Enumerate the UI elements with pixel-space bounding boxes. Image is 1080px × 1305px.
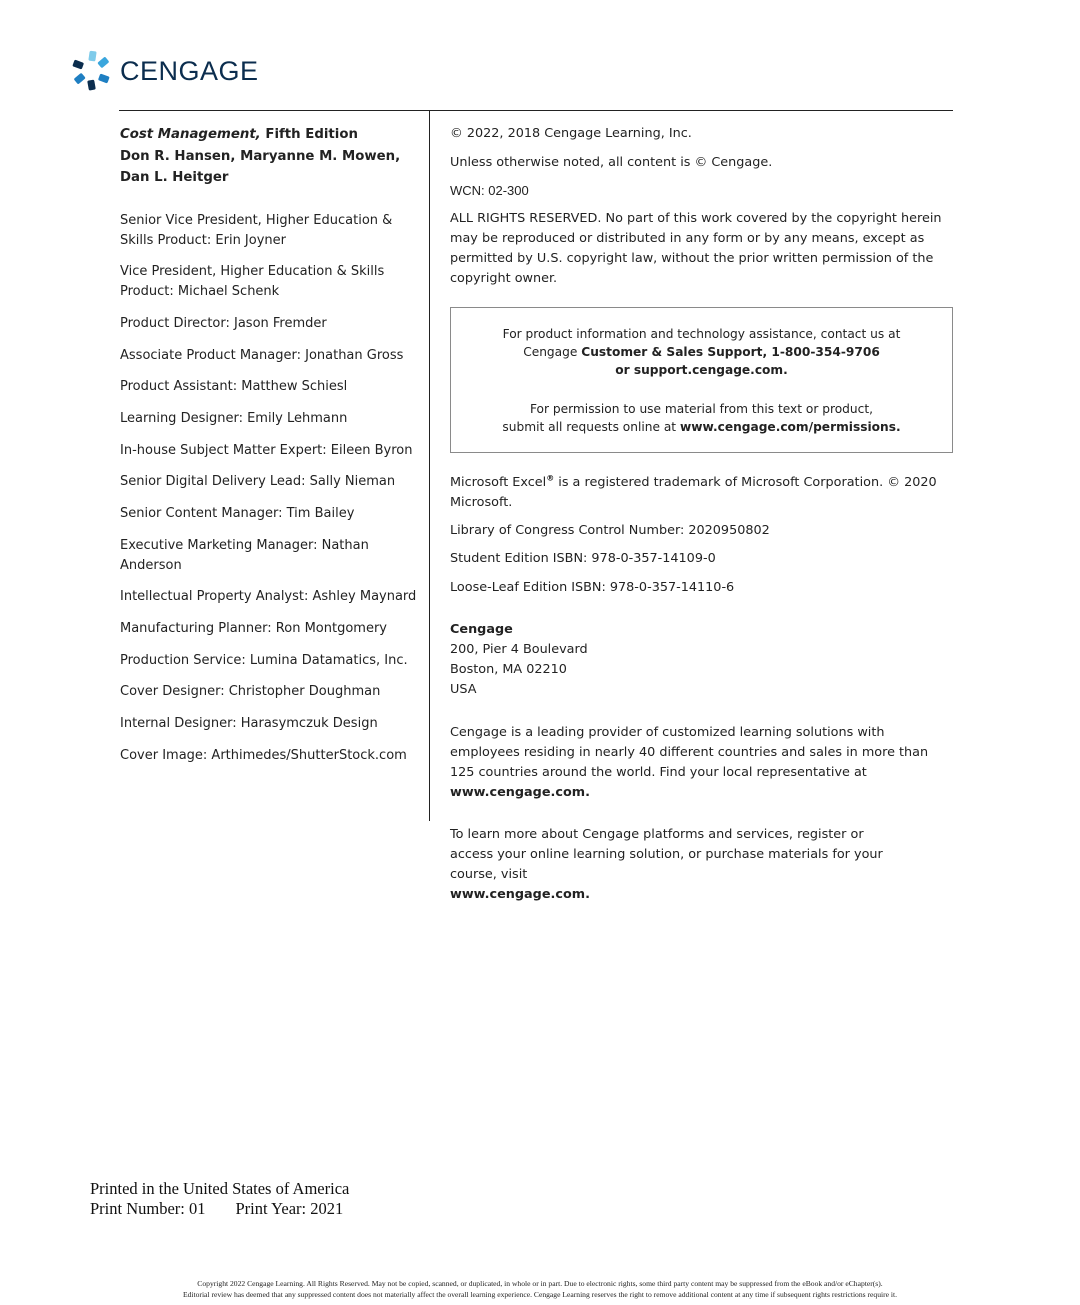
contact-line2 [451, 343, 952, 361]
about-cengage [450, 723, 945, 803]
credit-item: Intellectual Property Analyst: Ashley Maynard [120, 589, 417, 605]
book-authors-line1: Don R. Hansen, Maryanne M. Mowen, [120, 148, 401, 164]
book-title-line [120, 124, 420, 146]
copyright-years: © 2022, 2018 Cengage Learning, Inc. [450, 126, 692, 141]
top-rule [119, 110, 953, 111]
copyright-column [450, 124, 955, 905]
print-year: Print Year: 2021 [235, 1199, 344, 1218]
cengage-site-link[interactable]: www.cengage.com. [450, 887, 590, 902]
print-number: Print Number: 01 [90, 1199, 206, 1218]
rights-reserved: ALL RIGHTS RESERVED. No part of this work covered by the copyright herein may be reproduced or distributed in any form or by any means, except as permitted by U.S. copyright law, without the prior written permission of the copyright owner. [450, 211, 942, 286]
credit-item: Internal Designer: Harasymczuk Design [120, 716, 378, 732]
copyright-content-note: Unless otherwise noted, all content is © Cengage. [450, 155, 773, 170]
trademark-prefix: Microsoft Excel [450, 475, 547, 490]
permission-line2-prefix: submit all requests online at [502, 420, 680, 434]
legal-line1: Copyright 2022 Cengage Learning. All Rights Reserved. May not be copied, scanned, or duplicated, in whole or in part. Due to electronic rights, some third party content may be suppressed from the eBook and/or eChapter(s). [197, 1279, 883, 1288]
learn-more [450, 825, 910, 905]
address-country: USA [450, 682, 477, 697]
contact-line2-prefix: Cengage [523, 345, 582, 359]
trademark-notice [450, 473, 955, 513]
about-text: Cengage is a leading provider of customized learning solutions with employees residing in nearly 40 different countries and sales in more than 125 countries around the world. Find your local representative at [450, 725, 929, 780]
credit-item: Production Service: Lumina Datamatics, Inc. [120, 652, 408, 668]
book-title: Cost Management, [120, 127, 261, 142]
credit-item: Executive Marketing Manager: Nathan Anderson [120, 537, 369, 573]
looseleaf-isbn: Loose-Leaf Edition ISBN: 978-0-357-14110-6 [450, 580, 735, 595]
support-phone-link[interactable]: Customer & Sales Support, 1-800-354-9706 [581, 345, 880, 359]
contact-spacer [451, 379, 952, 400]
learn-more-text: To learn more about Cengage platforms and services, register or access your online learning solution, or purchase materials for your course, visit [450, 827, 883, 882]
registered-mark: ® [546, 473, 555, 483]
permission-line2 [451, 418, 952, 436]
cengage-logo-mark-icon [72, 50, 114, 92]
credits-column [120, 124, 420, 778]
trademark-suffix: is a registered trademark of Microsoft Corporation. © 2020 Microsoft. [450, 475, 937, 510]
credit-item: In-house Subject Matter Expert: Eileen Byron [120, 442, 413, 458]
printed-country: Printed in the United States of America [90, 1179, 350, 1198]
credit-item: Senior Content Manager: Tim Bailey [120, 506, 355, 521]
book-info [120, 124, 420, 189]
print-info [90, 1179, 349, 1219]
credit-item: Associate Product Manager: Jonathan Gross [120, 347, 404, 363]
permissions-link[interactable]: www.cengage.com/permissions. [679, 420, 901, 434]
book-edition: Fifth Edition [260, 127, 358, 142]
credit-item: Product Director: Jason Fremder [120, 315, 327, 331]
contact-box [450, 307, 953, 453]
credit-item: Cover Image: Arthimedes/ShutterStock.com [120, 747, 407, 763]
legal-footer [60, 1278, 1020, 1300]
local-rep-link[interactable]: www.cengage.com. [450, 785, 590, 800]
support-site-link[interactable]: or support.cengage.com. [615, 363, 788, 377]
publisher-name: Cengage [450, 622, 513, 637]
credit-item: Manufacturing Planner: Ron Montgomery [120, 621, 387, 637]
print-number-line [90, 1199, 349, 1219]
credit-item: Product Assistant: Matthew Schiesl [120, 379, 348, 395]
credit-item: Vice President, Higher Education & Skills Product: Michael Schenk [120, 264, 385, 300]
address-street: 200, Pier 4 Boulevard [450, 642, 588, 657]
book-authors-line2: Dan L. Heitger [120, 170, 229, 185]
student-isbn: Student Edition ISBN: 978-0-357-14109-0 [450, 551, 716, 566]
legal-line2: Editorial review has deemed that any suppressed content does not materially affect the overall learning experience. Cengage Learning reserves the right to remove additional content at any time if subsequent rights restrictions require it. [182, 1290, 898, 1299]
credit-item: Learning Designer: Emily Lehmann [120, 410, 348, 426]
credit-item: Cover Designer: Christopher Doughman [120, 684, 381, 700]
cengage-logo [72, 50, 259, 92]
address-city: Boston, MA 02210 [450, 662, 567, 677]
permission-line1: For permission to use material from this text or product, [529, 402, 873, 416]
credit-item: Senior Vice President, Higher Education & Skills Product: Erin Joyner [120, 212, 393, 248]
cengage-logo-text: CENGAGE [120, 55, 259, 86]
lccn: Library of Congress Control Number: 2020950802 [450, 523, 770, 538]
contact-line1: For product information and technology assistance, contact us at [502, 327, 901, 341]
column-divider [429, 110, 430, 821]
wcn-code: WCN: 02-300 [450, 183, 529, 198]
credit-item: Senior Digital Delivery Lead: Sally Nieman [120, 474, 396, 490]
publisher-address [450, 620, 955, 700]
